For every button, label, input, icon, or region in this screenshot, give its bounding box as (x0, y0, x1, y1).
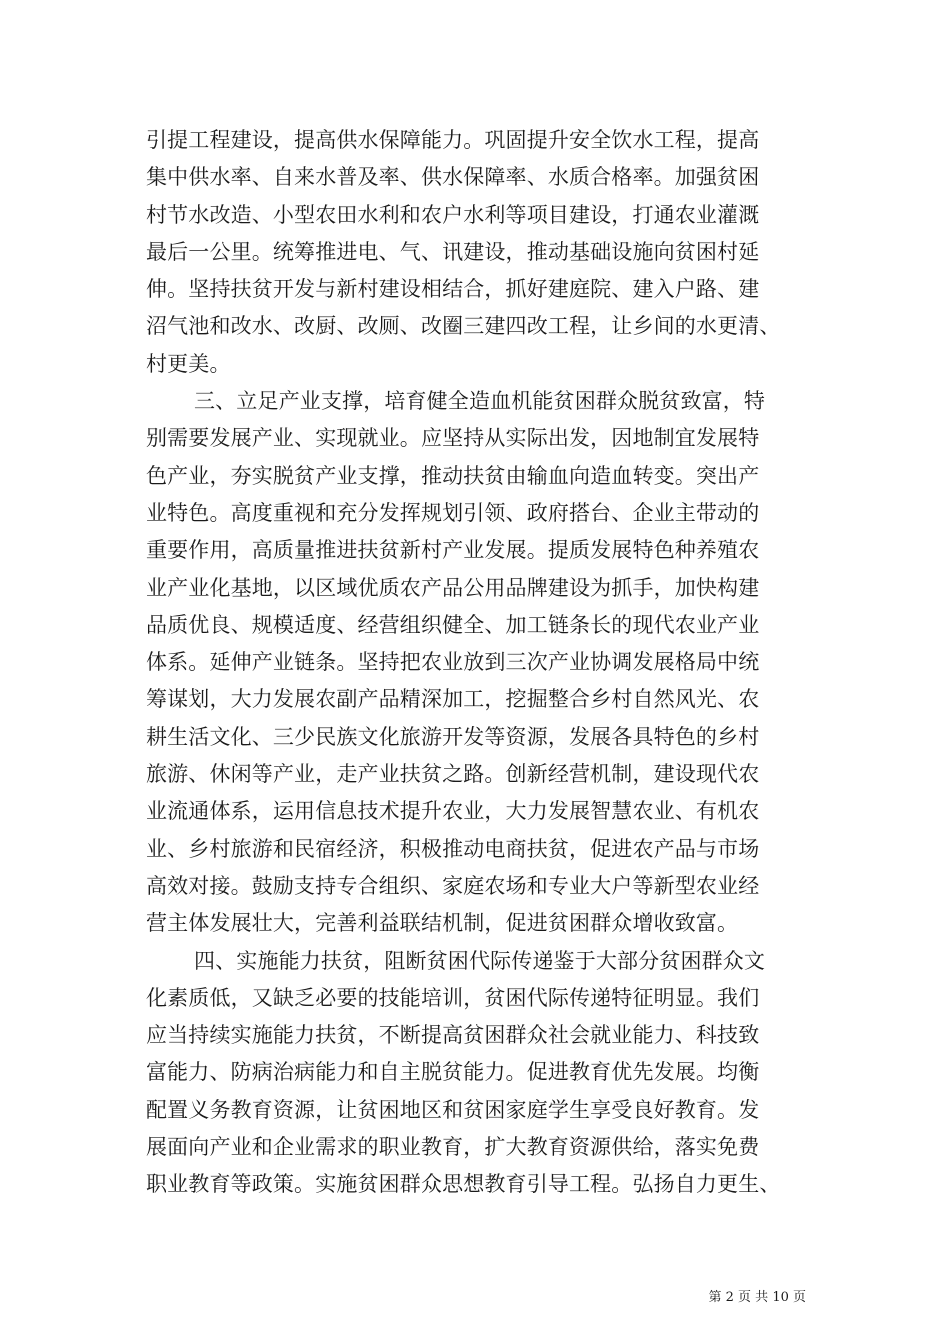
text-line: 村更美。 (146, 351, 231, 376)
paragraph-first-line: 四、实施能力扶贫，阻断贫困代际传递鉴于大部分贫困群众文 (194, 948, 766, 973)
text-line: 业特色。高度重视和充分发挥规划引领、政府搭台、企业主带动的 (146, 500, 760, 525)
text-line: 业产业化基地，以区域优质农产品公用品牌建设为抓手，加快构建 (146, 575, 760, 600)
paragraph-first-line: 三、立足产业支撑，培育健全造血机能贫困群众脱贫致富，特 (194, 389, 766, 414)
text-line: 业、乡村旅游和民宿经济，积极推动电商扶贫，促进农产品与市场 (146, 836, 760, 861)
text-line: 应当持续实施能力扶贫，不断提高贫困群众社会就业能力、科技致 (146, 1023, 760, 1048)
text-line: 引提工程建设，提高供水保障能力。巩固提升安全饮水工程，提高 (146, 128, 760, 152)
text-line: 别需要发展产业、实现就业。应坚持从实际出发，因地制宜发展特 (146, 426, 760, 451)
text-line: 富能力、防病治病能力和自主脱贫能力。促进教育优先发展。均衡 (146, 1060, 760, 1085)
text-line: 营主体发展壮大，完善利益联结机制，促进贫困群众增收致富。 (146, 911, 739, 936)
text-line: 体系。延伸产业链条。坚持把农业放到三次产业协调发展格局中统 (146, 650, 760, 675)
text-line: 重要作用，高质量推进扶贫新村产业发展。提质发展特色种养殖农 (146, 538, 760, 563)
text-line: 高效对接。鼓励支持专合组织、家庭农场和专业大户等新型农业经 (146, 873, 760, 898)
text-line: 配置义务教育资源，让贫困地区和贫困家庭学生享受良好教育。发 (146, 1097, 760, 1122)
text-line: 耕生活文化、三少民族文化旅游开发等资源，发展各具特色的乡村 (146, 724, 760, 749)
text-line: 色产业，夯实脱贫产业支撑，推动扶贫由输血向造血转变。突出产 (146, 463, 760, 488)
text-line: 村节水改造、小型农田水利和农户水利等项目建设，打通农业灌溉 (146, 202, 760, 227)
text-line: 伸。坚持扶贫开发与新村建设相结合，抓好建庭院、建入户路、建 (146, 277, 760, 302)
text-line: 化素质低，又缺乏必要的技能培训，贫困代际传递特征明显。我们 (146, 985, 760, 1010)
text-line: 最后一公里。统筹推进电、气、讯建设，推动基础设施向贫困村延 (146, 239, 760, 264)
text-line: 旅游、休闲等产业，走产业扶贫之路。创新经营机制，建设现代农 (146, 762, 760, 787)
body-text (146, 122, 808, 1204)
text-line: 业流通体系，运用信息技术提升农业，大力发展智慧农业、有机农 (146, 799, 760, 824)
text-line: 职业教育等政策。实施贫困群众思想教育引导工程。弘扬自力更生、 (146, 1172, 781, 1197)
text-line: 集中供水率、自来水普及率、供水保障率、水质合格率。加强贫困 (146, 165, 760, 190)
text-line: 筹谋划，大力发展农副产品精深加工，挖掘整合乡村自然风光、农 (146, 687, 760, 712)
text-line: 展面向产业和企业需求的职业教育，扩大教育资源供给，落实免费 (146, 1135, 760, 1160)
page-number: 第 2 页 共 10 页 (708, 1290, 806, 1305)
text-line: 品质优良、规模适度、经营组织健全、加工链条长的现代农业产业 (146, 612, 760, 637)
text-line: 沼气池和改水、改厨、改厕、改圈三建四改工程，让乡间的水更清、 (146, 314, 781, 339)
